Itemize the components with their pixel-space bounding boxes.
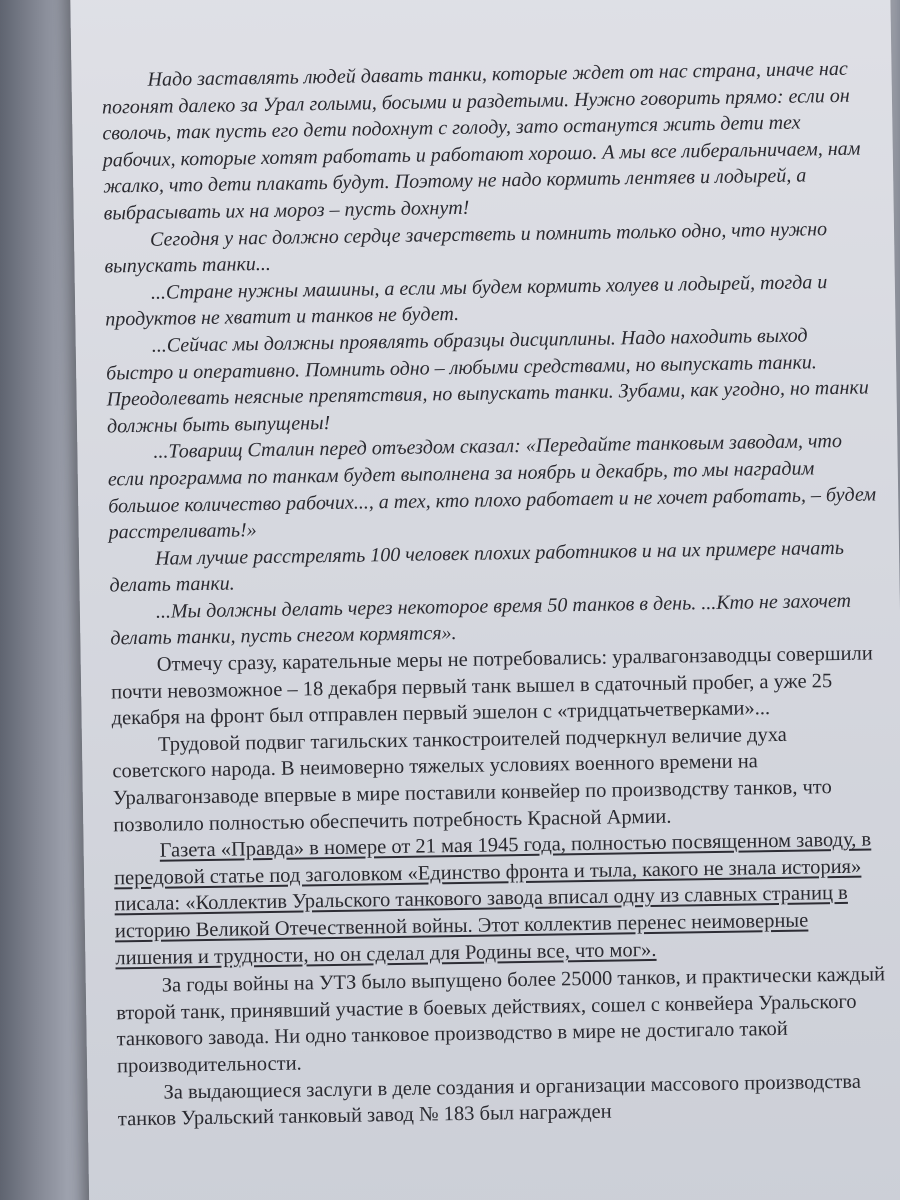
- page-text: [101, 55, 888, 1133]
- body-paragraph: За годы войны на УТЗ было выпущено более 25000 танков, и практически каждый второй танк, принявший участие в боевых действиях, сошел с конвейера Уральского танкового завода. Ни одно танковое производство в мире не достигало такой производительности.: [116, 963, 886, 1078]
- quote-paragraph: ...Сейчас мы должны проявлять образцы дисциплины. Надо находить выход быстро и оперативно. Помнить одно – любыми средствами, но выпускать танки. Преодолевать неясные препятствия, но выпускать танки. Зубами, как угодно, но танки должны быть выпущены!: [106, 324, 869, 438]
- quote-paragraph: ...Стране нужны машины, а если мы будем кормить холуев и лодырей, тогда и продуктов не хватит и танков не будет.: [105, 270, 828, 331]
- quote-paragraph: ...Мы должны делать через некоторое время 50 танков в день. ...Кто не захочет делать танки, пусть снегом кормятся».: [110, 589, 852, 650]
- body-paragraph: За выдающиеся заслуги в деле создания и организации массового производства танков Уральский танковый завод № 183 был награжден: [117, 1070, 862, 1131]
- book-page: [70, 0, 900, 1200]
- quote-paragraph: Надо заставлять людей давать танки, которые ждет от нас страна, иначе нас погонят далеко за Урал голыми, босыми и раздетыми. Нужно говорить прямо: если он сволочь, так пусть его дети подохнут с голоду, зато останутся жить дети тех рабочих, которые хотят работать и работают хорошо. А мы все либеральничаем, нам жалко, что дети плакать будут. Поэтому не надо кормить лентяев и лодырей, а выбрасывать их на мороз – пусть дохнут!: [101, 57, 861, 225]
- body-paragraph: Отмечу сразу, карательные меры не потребовались: уралвагонзаводцы совершили почти невозможное – 18 декабря первый танк вышел в сдаточный пробег, а уже 25 декабря на фронт был отправлен первый эшелон с «тридцатьчетверками»...: [111, 642, 873, 730]
- underlined-paragraph: Газета «Правда» в номере от 21 мая 1945 года, полностью посвященном заводу, в передовой статье под заголовком «Единство фронта и тыла, какого не знала история» писала: «Коллектив Уральского танкового завода вписал одну из славных страниц в историю Великой Отечественной войны. Этот коллектив перенес неимоверные лишения и трудности, но он сделал для Родины все, что мог».: [113, 828, 872, 970]
- quote-paragraph: Сегодня у нас должно сердце зачерстветь и помнить только одно, что нужно выпускать танки...: [104, 217, 828, 278]
- body-paragraph: Трудовой подвиг тагильских танкостроителей подчеркнул величие духа советского народа. В неимоверно тяжелых условиях военного времени на Уралвагонзаводе впервые в мире поставили конвейер по производству танков, что позволило полностью обеспечить потребность Красной Армии.: [112, 723, 832, 837]
- quote-paragraph: ...Товарищ Сталин перед отъездом сказал: «Передайте танковым заводам, что если программа по танкам будет выполнена за ноябрь и декабрь, то мы наградим большое количество рабочих..., а тех, кто плохо работает и не хочет работать, – будем расстреливать!»: [107, 430, 877, 544]
- quote-paragraph: Нам лучше расстрелять 100 человек плохих работников и на их примере начать делать танки.: [109, 536, 844, 597]
